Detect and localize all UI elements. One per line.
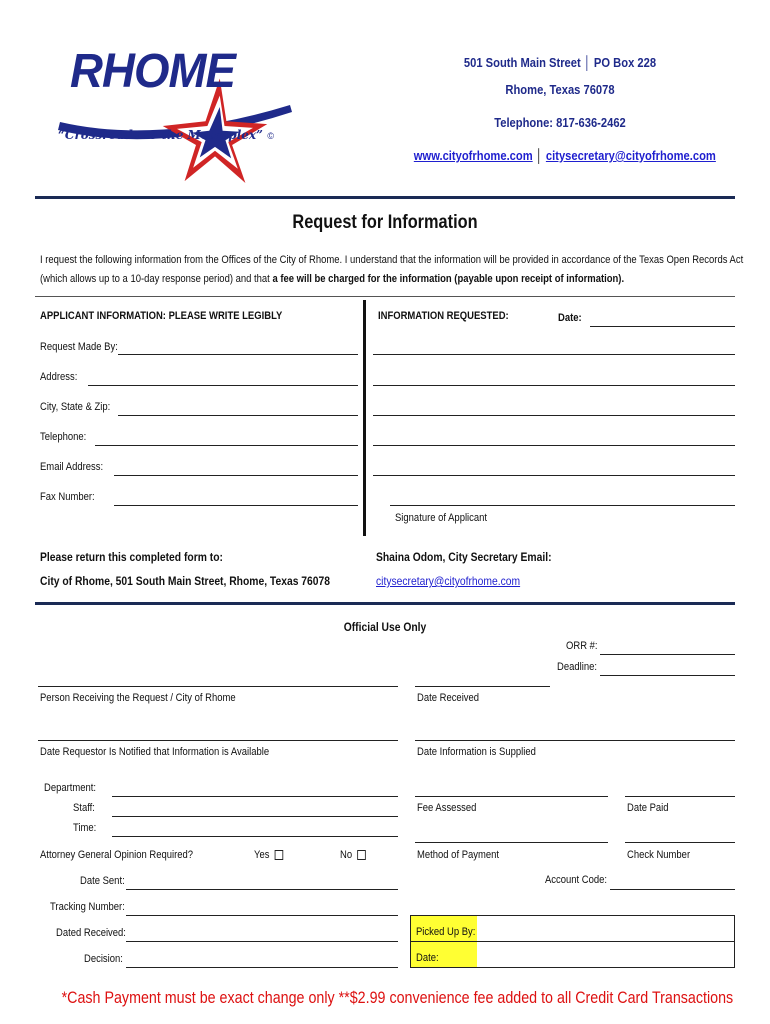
email-link[interactable]: citysecretary@cityofrhome.com — [545, 148, 716, 163]
city-state-zip-input[interactable] — [118, 415, 358, 416]
yes-label: Yes — [254, 849, 270, 861]
column-divider — [363, 300, 366, 536]
requested-line-3[interactable] — [373, 415, 735, 416]
email-input[interactable] — [114, 475, 358, 476]
tracking-number-label: Tracking Number: — [50, 901, 125, 913]
intro-line2 — [40, 273, 624, 285]
no-label: No — [340, 849, 353, 861]
field-label-city-state-zip: City, State & Zip: — [40, 401, 111, 413]
official-divider — [35, 602, 735, 605]
person-receiving-input[interactable] — [38, 686, 398, 687]
fee-assessed-label: Fee Assessed — [417, 802, 477, 814]
field-label-telephone: Telephone: — [40, 431, 87, 443]
date-notified-input[interactable] — [38, 740, 398, 741]
method-of-payment-input[interactable] — [415, 842, 608, 843]
date-received-input[interactable] — [415, 686, 550, 687]
header-city: Rhome, Texas 76078 — [505, 82, 615, 97]
request-made-by-input[interactable] — [118, 354, 358, 355]
deadline-label: Deadline: — [557, 661, 597, 673]
secretary-label: Shaina Odom, City Secretary Email: — [376, 550, 552, 564]
fax-input[interactable] — [114, 505, 358, 506]
yes-option[interactable] — [254, 849, 283, 861]
time-label: Time: — [73, 822, 97, 834]
account-code-label: Account Code: — [545, 874, 608, 886]
dated-received-label: Dated Received: — [56, 927, 126, 939]
page-title: Request for Information — [292, 212, 478, 233]
department-label: Department: — [44, 782, 97, 794]
staff-input[interactable] — [112, 816, 398, 817]
date-sent-input[interactable] — [126, 889, 398, 890]
logo-wordmark: RHOME — [70, 45, 235, 98]
method-of-payment-label: Method of Payment — [417, 849, 500, 861]
requested-line-4[interactable] — [373, 445, 735, 446]
payment-notice: *Cash Payment must be exact change only **$2.99 convenience fee added to all Credit Card Transactions — [61, 988, 734, 1007]
orr-input[interactable] — [600, 654, 735, 655]
return-label: Please return this completed form to: — [40, 550, 223, 564]
time-input[interactable] — [112, 836, 398, 837]
date-sent-label: Date Sent: — [80, 875, 125, 887]
pickup-date-input[interactable] — [478, 944, 733, 966]
requested-date-label: Date: — [558, 312, 582, 324]
fee-assessed-input[interactable] — [415, 796, 608, 797]
date-supplied-input[interactable] — [415, 740, 735, 741]
date-supplied-label: Date Information is Supplied — [417, 746, 536, 758]
field-label-email: Email Address: — [40, 461, 104, 473]
check-number-input[interactable] — [625, 842, 735, 843]
header-web-email — [413, 148, 716, 163]
decision-label: Decision: — [84, 953, 123, 965]
no-checkbox-icon[interactable] — [357, 850, 366, 860]
picked-up-by-label: Picked Up By: — [416, 926, 476, 938]
header-separator: │ — [535, 148, 543, 163]
website-link[interactable]: www.cityofrhome.com — [413, 148, 533, 163]
account-code-input[interactable] — [610, 889, 735, 890]
picked-up-by-input[interactable] — [478, 918, 733, 940]
intro-line2-plain: (which allows up to a 10-day response period) and that — [40, 273, 273, 285]
intro-line2-bold: a fee will be charged for the information (payable upon receipt of information). — [272, 273, 625, 285]
dated-received-input[interactable] — [126, 941, 398, 942]
official-heading: Official Use Only — [343, 620, 427, 634]
header-divider — [35, 196, 735, 199]
requested-line-5[interactable] — [373, 475, 735, 476]
decision-input[interactable] — [126, 967, 398, 968]
logo-mark: © — [267, 131, 275, 141]
pickup-date-label: Date: — [416, 952, 439, 964]
intro-line1: I request the following information from the Offices of the City of Rhome. I understand that the information will be provided in accordance of the Texas Open Records Act — [40, 254, 744, 266]
header-phone: Telephone: 817-636-2462 — [494, 115, 626, 130]
section-divider — [35, 296, 735, 297]
requested-heading: INFORMATION REQUESTED: — [378, 310, 509, 322]
orr-label: ORR #: — [566, 640, 598, 652]
header-address: 501 South Main Street │ PO Box 228 — [463, 55, 657, 70]
telephone-input[interactable] — [95, 445, 358, 446]
field-label-fax: Fax Number: — [40, 491, 95, 503]
date-notified-label: Date Requestor Is Notified that Information is Available — [40, 746, 270, 758]
signature-label: Signature of Applicant — [395, 512, 488, 524]
requested-line-2[interactable] — [373, 385, 735, 386]
date-paid-input[interactable] — [625, 796, 735, 797]
staff-label: Staff: — [73, 802, 95, 814]
deadline-input[interactable] — [600, 675, 735, 676]
return-address: City of Rhome, 501 South Main Street, Rhome, Texas 76078 — [40, 574, 331, 588]
tracking-number-input[interactable] — [126, 915, 398, 916]
secretary-email-link[interactable]: citysecretary@cityofrhome.com — [376, 574, 521, 588]
address-input[interactable] — [88, 385, 358, 386]
date-paid-label: Date Paid — [627, 802, 669, 814]
signature-input[interactable] — [390, 505, 735, 506]
yes-checkbox-icon[interactable] — [275, 850, 284, 860]
city-logo — [40, 45, 300, 190]
requested-date-input[interactable] — [590, 326, 735, 327]
field-label-request-made-by: Request Made By: — [40, 341, 118, 353]
applicant-heading: APPLICANT INFORMATION: PLEASE WRITE LEGIBLY — [40, 310, 283, 322]
date-received-label: Date Received — [417, 692, 480, 704]
department-input[interactable] — [112, 796, 398, 797]
pickup-divider — [410, 941, 735, 942]
check-number-label: Check Number — [627, 849, 691, 861]
logo-tagline-wrap — [58, 126, 274, 144]
ag-opinion-label: Attorney General Opinion Required? — [40, 849, 194, 861]
logo-tagline: “Crossroads to the Metroplex” — [58, 128, 263, 142]
field-label-address: Address: — [40, 371, 78, 383]
no-option[interactable] — [340, 849, 366, 861]
requested-line-1[interactable] — [373, 354, 735, 355]
person-receiving-label: Person Receiving the Request / City of Rhome — [40, 692, 236, 704]
